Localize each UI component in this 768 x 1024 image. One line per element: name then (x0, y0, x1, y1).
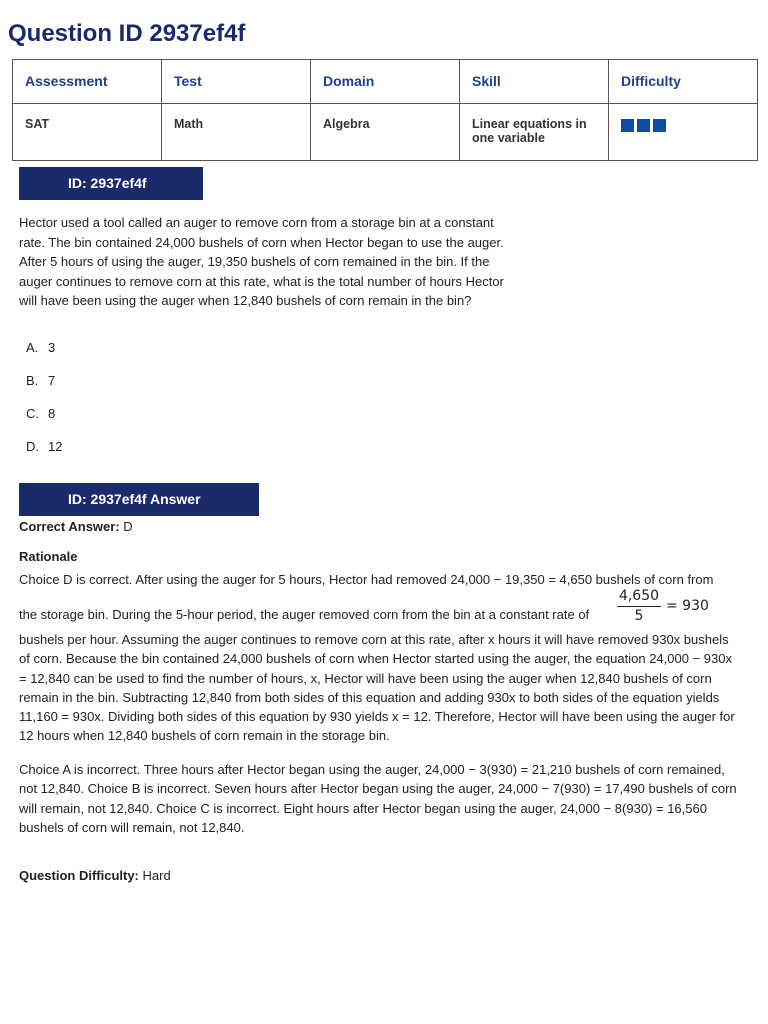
question-difficulty-value: Hard (142, 868, 171, 883)
meta-header-assessment: Assessment (13, 60, 162, 104)
choice-d (26, 438, 62, 471)
fraction-result: = 930 (666, 598, 709, 614)
choice-b (26, 372, 62, 405)
correct-answer (19, 519, 133, 534)
question-id-banner: ID: 2937ef4f (19, 167, 203, 200)
question-difficulty (19, 868, 171, 883)
difficulty-bars (621, 119, 745, 132)
meta-header-test: Test (162, 60, 311, 104)
choice-label: B. (26, 373, 39, 388)
rate-fraction (617, 588, 661, 625)
meta-header-domain: Domain (311, 60, 460, 104)
choice-label: A. (26, 340, 39, 355)
correct-answer-value: D (123, 519, 133, 534)
meta-header-skill: Skill (460, 60, 609, 104)
difficulty-bar (653, 119, 666, 132)
choice-c (26, 405, 62, 438)
fraction-denominator: 5 (634, 608, 644, 624)
difficulty-bar (621, 119, 634, 132)
choice-a (26, 339, 62, 372)
meta-value-row (13, 104, 758, 161)
meta-value-assessment: SAT (13, 104, 162, 161)
rationale-paragraph-2: Choice A is incorrect. Three hours after Hector began using the auger, 24,000 − 3(930) = 21,210 bushels of corn remained, not 12,840. Choice B is incorrect. Seven hours after Hector began using the auger, 24,000 − 7(930) = 17,490 bushels of corn will remain, not 12,840. Choice C is incorrect. Eight hours after Hector began using the auger, 24,000 − 8(930) = 16,560 bushels of corn will remain, not 12,840. (19, 762, 737, 835)
question-stem: Hector used a tool called an auger to remove corn from a storage bin at a constant rate. The bin contained 24,000 bushels of corn when Hector began to use the auger. After 5 hours of using the auger, 19,350 bushels of corn remained in the bin. If the auger continues to remove corn at this rate, what is the total number of hours Hector will have been using the auger when 12,840 bushels of corn remain in the bin? (19, 215, 504, 308)
answer-id-banner: ID: 2937ef4f Answer (19, 483, 259, 516)
rationale-heading: Rationale (19, 549, 78, 564)
meta-value-domain: Algebra (311, 104, 460, 161)
meta-header-difficulty: Difficulty (609, 60, 758, 104)
choice-text: 8 (48, 406, 56, 421)
meta-header-row (13, 60, 758, 104)
meta-value-skill: Linear equations in one variable (460, 104, 609, 161)
choice-text: 12 (48, 439, 63, 454)
question-meta-table (12, 59, 758, 161)
choice-label: C. (26, 406, 39, 421)
correct-answer-label: Correct Answer: (19, 519, 120, 534)
rationale-line-2: the storage bin. During the 5-hour period, the auger removed corn from the bin at a constant rate of (19, 607, 590, 622)
choice-text: 7 (48, 373, 56, 388)
choice-label: D. (26, 439, 39, 454)
fraction-numerator: 4,650 (617, 588, 661, 607)
rationale-line-1: Choice D is correct. After using the auger for 5 hours, Hector had removed 24,000 − 19,350 = 4,650 bushels of corn from (19, 572, 714, 587)
choice-text: 3 (48, 340, 56, 355)
rationale-paragraph-1: bushels per hour. Assuming the auger continues to remove corn at this rate, after x hours it will have removed 930x bushels of corn. Because the bin contained 24,000 bushels of corn when Hector started using the auger, the equation 24,000 − 930x = 12,840 can be used to find the number of hours, x, Hector will have been using the auger when 12,840 bushels of corn remain in the bin. Subtracting 12,840 from both sides of this equation and adding 930x to both sides of the equation yields 11,160 = 930x. Dividing both sides of this equation by 930 yields x = 12. Therefore, Hector will have been using the auger for 12 hours when 12,840 bushels of corn remain in the storage bin. (19, 632, 735, 744)
question-difficulty-label: Question Difficulty: (19, 868, 139, 883)
difficulty-bar (637, 119, 650, 132)
answer-choices (26, 339, 62, 471)
meta-value-difficulty (609, 104, 758, 161)
page-title: Question ID 2937ef4f (8, 20, 246, 47)
meta-value-test: Math (162, 104, 311, 161)
